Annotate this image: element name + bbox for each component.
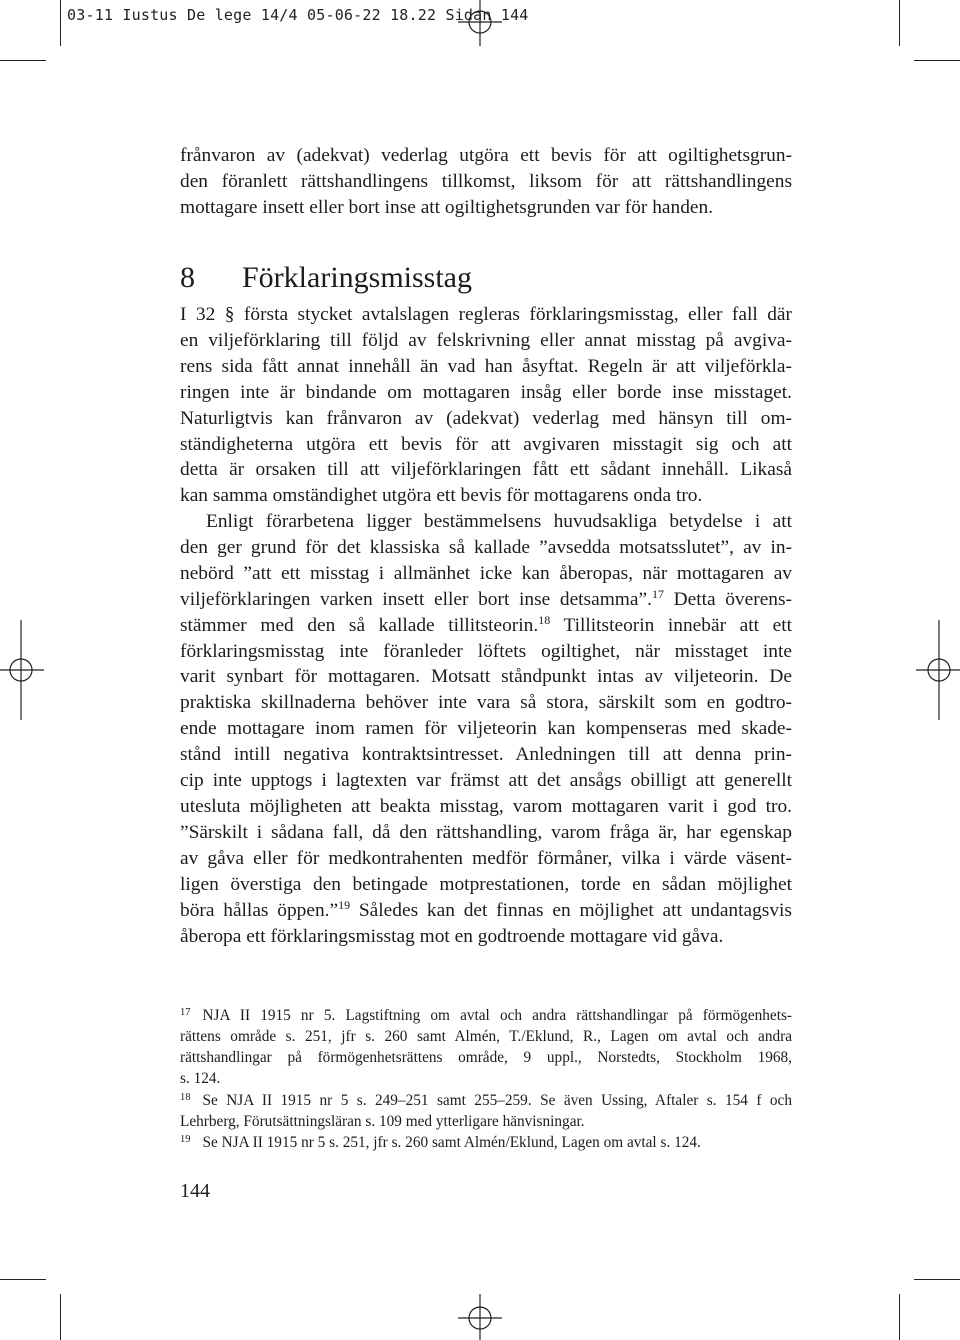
footnote-line: s. 124. [180,1069,221,1087]
text-line: den föranlett rättshandlingens tillkomst, liksom för att rättshandlingens [180,170,792,192]
text-line: en viljeförklaring till följd av felskrivning eller annat misstag på avgiva- [180,329,792,351]
section-title: Förklaringsmisstag [242,261,472,294]
text-line: av gåva eller för medkontrahenten medför förmåner, vilka i värde väsent- [180,847,792,869]
paragraph-2 [180,509,792,949]
registration-mark-bottom-icon [455,1294,505,1340]
text-segment: viljeförklaringen varken insett eller bort inse detsamma”. [180,588,652,610]
text-segment: böra hållas öppen.” [180,899,339,921]
footnote-line [180,1006,792,1027]
footnote-text: Se NJA II 1915 nr 5 s. 251, jfr s. 260 samt Almén/Eklund, Lagen om avtal s. 124. [202,1134,701,1152]
text-line: rens sida fått annat innehåll än vad han åsyftat. Regeln är att viljeförkla- [180,355,792,377]
text-segment: stämmer med den så kallade tillitsteorin. [180,614,539,636]
footnote-ref: 18 [538,612,551,627]
footnotes [180,1006,792,1155]
text-line: praktiska skillnaderna behöver inte vara så stora, särskilt som en godtro- [180,692,792,714]
text-line: utesluta möjligheten att beakta misstag, varom mottagaren varit i god tro. [180,795,792,817]
paragraph-1 [180,302,792,509]
footnote-19 [180,1133,792,1154]
footnote-line [180,1091,792,1112]
footnote-line: rättens område s. 251, jfr s. 260 samt Almén, T./Eklund, R., Lagen om avtal och andra [180,1027,792,1045]
footnote-ref: 17 [651,586,664,601]
footnote-line: Lehrberg, Förutsättningsläran s. 109 med ytterligare hänvisningar. [180,1112,585,1130]
text-line: nebörd ”att ett misstag i allmänhet icke kan åberopas, när mottagaren av [180,562,792,584]
text-line: Enligt förarbetena ligger bestämmelsens huvudsakliga betydelse i att [206,511,792,532]
text-line: ligen överstiga den betingade motprestationen, torde en sådan möjlighet [180,873,792,895]
text-line: I 32 § första stycket avtalslagen regleras förklaringsmisstag, eller fall där [180,304,792,325]
text-line: varit synbart för mottagaren. Motsatt ståndpunkt intas av viljeteorin. De [180,666,792,688]
page-number: 144 [180,1180,210,1202]
printer-slug: 03-11 Iustus De lege 14/4 05-06-22 18.22 Sidan 144 [67,6,529,24]
crop-mark-top-right-horizontal [914,60,960,61]
footnote-number: 17 [180,1007,191,1018]
text-line: mottagare insett eller bort inse att ogiltighetsgrunden var för handen. [180,196,714,218]
footnote-ref: 19 [338,897,351,912]
crop-mark-bottom-right-horizontal [914,1279,960,1280]
footnote-18 [180,1091,792,1133]
registration-mark-left-icon [0,620,46,720]
text-line: ende mottagare inom ramen för viljeteorin kan kompenseras med skade- [180,718,792,740]
text-segment: Tillitsteorin innebär att ett [550,614,792,636]
crop-mark-top-left-horizontal [0,60,46,61]
text-line [180,898,792,924]
footnote-number: 19 [180,1134,191,1146]
text-line: Naturligtvis kan frånvaron av (adekvat) vederlag med hänsyn till om- [180,407,792,429]
text-line: den ger grund för det klassiska så kallade ”avsedda motsatsslutet”, av in- [180,536,792,558]
text-segment: Således kan det finnas en möjlighet att undantagsvis [350,899,792,921]
text-line: ”Särskilt i sådana fall, då den rättshandling, varom fråga är, har egenskap [180,821,792,843]
text-line: detta är orsaken till att viljeförklaringen fått ett sådant innehåll. Likaså [180,459,792,481]
text-line [180,613,792,639]
registration-mark-right-icon [914,620,960,720]
text-line [180,587,792,613]
text-line: åberopa ett förklaringsmisstag mot en godtroende mottagare vid gåva. [180,925,724,947]
text-line: frånvaron av (adekvat) vederlag utgöra ett bevis för att ogiltighetsgrun- [180,145,792,166]
text-segment: Detta överens- [663,588,793,610]
footnote-17 [180,1006,792,1090]
crop-mark-top-right-vertical [899,0,900,46]
footnote-line [180,1133,792,1154]
text-line: ständigheterna utgöra ett bevis för att avgivaren misstagit sig och att [180,433,792,455]
text-line: förklaringsmisstag inte föranleder löftets ogiltighet, när misstaget inte [180,640,792,662]
footnote-number: 18 [180,1091,191,1103]
text-line: stånd intill negativa kontraktsintresset. Anledningen till att denna prin- [180,744,792,766]
section-number: 8 [180,261,195,294]
crop-mark-bottom-right-vertical [899,1294,900,1340]
registration-mark-top-icon [455,0,505,46]
intro-paragraph [180,143,792,221]
text-line: ringen inte är bindande om mottagaren insåg eller borde inse misstaget. [180,381,792,403]
crop-mark-bottom-left-horizontal [0,1279,46,1280]
text-line: kan samma omständighet utgöra ett bevis för mottagarens onda tro. [180,485,703,507]
text-line: cip inte upptogs i lagtexten var främst att det ansågs obilligt att generellt [180,770,792,792]
crop-mark-bottom-left-vertical [60,1294,61,1340]
footnote-text: NJA II 1915 nr 5. Lagstiftning om avtal och andra rättshandlingar på förmögenhets- [202,1007,792,1024]
crop-mark-top-left-vertical [60,0,61,46]
footnote-text: Se NJA II 1915 nr 5 s. 249–251 samt 255–259. Se även Ussing, Aftaler s. 154 f och [202,1091,792,1109]
section-heading [180,261,472,295]
footnote-line: rättshandlingar på förmögenhetsrättens område, 9 uppl., Norstedts, Stockholm 1968, [180,1048,792,1066]
